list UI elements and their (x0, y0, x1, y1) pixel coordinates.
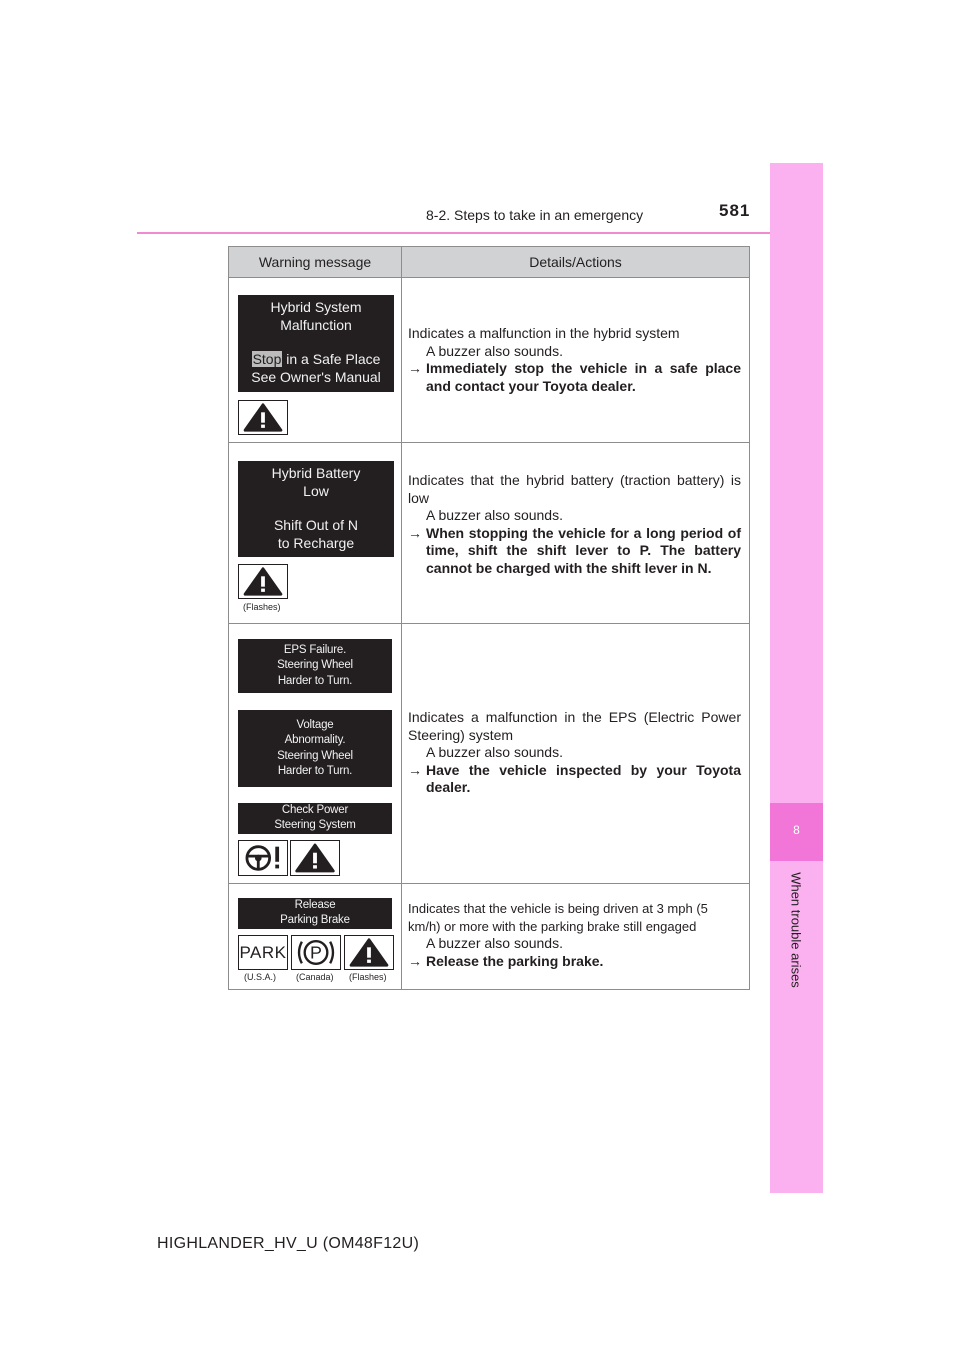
action-text (408, 953, 741, 971)
warning-triangle-icon (290, 840, 340, 876)
detail-line: Indicates a malfunction in the hybrid system (408, 325, 680, 341)
display-line: to Recharge (277, 534, 355, 551)
arrow-icon: → (408, 761, 422, 778)
details-text (402, 443, 749, 577)
usa-caption: (U.S.A.) (244, 972, 277, 982)
chapter-side-tab (770, 163, 823, 1193)
steering-wheel-warning-icon (238, 840, 288, 876)
details-text (402, 624, 749, 797)
arrow-icon: → (408, 952, 422, 969)
display-line: Shift Out of N (273, 517, 359, 533)
display-line: Abnormality. (284, 734, 346, 747)
check-power-steering-message-display (238, 803, 392, 834)
display-line: Harder to Turn. (277, 674, 353, 687)
action-label: Have the vehicle inspected by your Toyota dealer. (426, 761, 741, 795)
section-title: 8-2. Steps to take in an emergency (426, 207, 644, 223)
display-line: Hybrid System (270, 299, 362, 315)
warning-image-cell (229, 443, 402, 624)
buzzer-note: A buzzer also sounds. (426, 744, 563, 760)
display-line: Steering Wheel (277, 659, 353, 672)
action-label: Immediately stop the vehicle in a safe place and contact your Toyota dealer. (426, 360, 741, 394)
warning-triangle-icon (344, 935, 394, 970)
details-cell (402, 278, 750, 443)
flashes-caption: (Flashes) (349, 972, 387, 982)
detail-line: Indicates that the hybrid battery (traction battery) is low (408, 472, 741, 506)
document-footer: HIGHLANDER_HV_U (OM48F12U) (157, 1235, 420, 1252)
detail-line: Indicates that the vehicle is being driven at 3 mph (5 km/h) or more with the parking brake still engaged (408, 901, 708, 934)
table-row (229, 884, 750, 990)
display-line: Low (303, 482, 329, 499)
display-line: Hybrid Battery (271, 465, 361, 481)
action-label: When stopping the vehicle for a long period of time, shift the shift lever to P. The battery cannot be charged with the shift lever in N. (426, 524, 741, 576)
details-text (402, 278, 749, 395)
buzzer-note: A buzzer also sounds. (426, 935, 563, 951)
display-line (238, 351, 394, 369)
arrow-icon: → (408, 524, 422, 541)
park-label: PARK (239, 943, 287, 962)
details-cell (402, 884, 750, 990)
warning-image-cell (229, 278, 402, 443)
canada-caption: (Canada) (296, 972, 334, 982)
header-rule (137, 232, 823, 234)
display-line: Check Power (281, 804, 349, 816)
warning-triangle-icon (238, 564, 288, 599)
detail-line: Indicates a malfunction in the EPS (Electric Power Steering) system (408, 709, 741, 743)
action-text (408, 360, 741, 395)
chapter-number: 8 (793, 823, 800, 837)
parking-p-letter: P (310, 942, 322, 963)
column-header-warning: Warning message (229, 247, 402, 278)
table-header-row (229, 247, 750, 278)
column-header-details: Details/Actions (402, 247, 750, 278)
page-number: 581 (719, 201, 751, 220)
action-text (408, 762, 741, 797)
display-line: Steering System (274, 819, 356, 832)
warning-triangle-icon (238, 400, 288, 435)
table-row (229, 443, 750, 624)
park-text-icon (238, 935, 288, 970)
voltage-abnormality-message-display (238, 710, 392, 787)
display-line: Parking Brake (280, 914, 350, 927)
action-text (408, 525, 741, 578)
warning-image-cell (229, 624, 402, 884)
details-text (402, 884, 749, 970)
hybrid-system-message-display (238, 295, 394, 392)
table-row (229, 278, 750, 443)
display-line: EPS Failure. (283, 644, 347, 656)
warning-image-cell (229, 884, 402, 990)
action-label: Release the parking brake. (426, 952, 604, 969)
warning-message-table (228, 246, 750, 990)
parking-brake-icon (291, 935, 341, 970)
display-line: Steering Wheel (277, 749, 353, 762)
display-line: Release (294, 899, 336, 911)
display-line: Malfunction (280, 316, 352, 333)
arrow-icon: → (408, 360, 422, 376)
flashes-caption: (Flashes) (243, 602, 281, 612)
display-line: Harder to Turn. (277, 764, 353, 777)
buzzer-note: A buzzer also sounds. (426, 342, 563, 359)
buzzer-note: A buzzer also sounds. (426, 507, 563, 523)
release-parking-brake-message-display (238, 898, 392, 929)
eps-failure-message-display (238, 639, 392, 693)
details-cell (402, 624, 750, 884)
display-line: Voltage (296, 719, 334, 731)
display-line-text: in a Safe Place (282, 351, 381, 367)
details-cell (402, 443, 750, 624)
display-line: See Owner's Manual (251, 368, 381, 385)
chapter-title-text: When trouble arises (788, 872, 804, 988)
stop-highlight: Stop (252, 351, 282, 367)
table-row (229, 624, 750, 884)
hybrid-battery-message-display (238, 461, 394, 557)
